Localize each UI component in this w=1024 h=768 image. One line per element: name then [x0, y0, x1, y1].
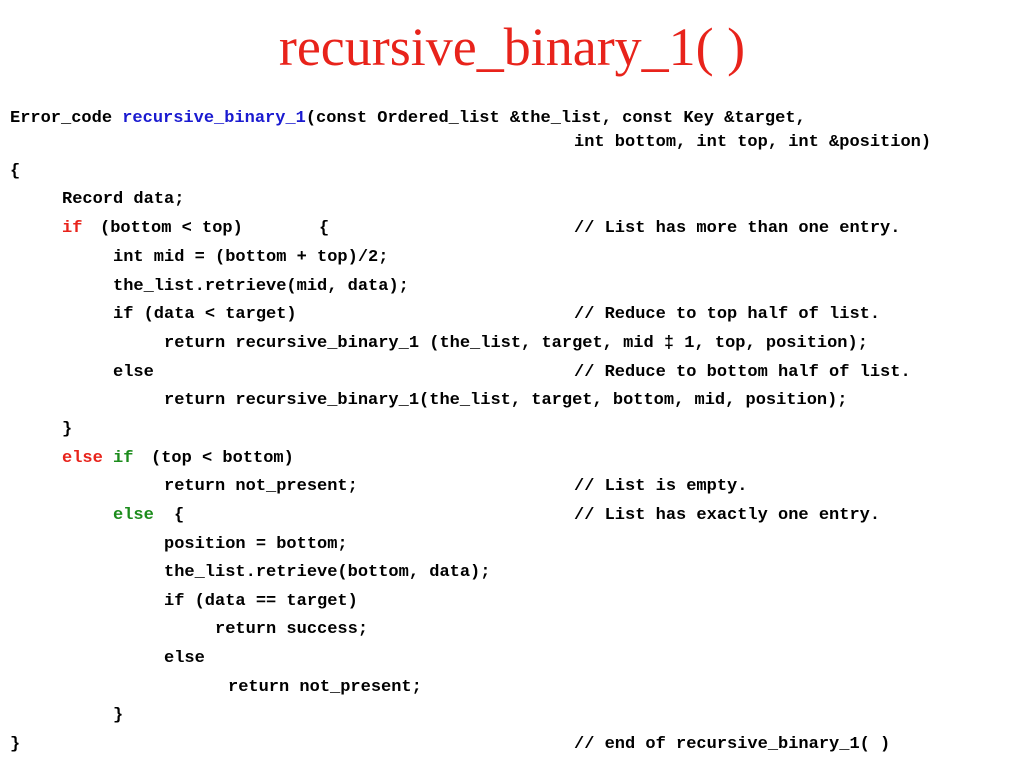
if-brace: {	[319, 219, 330, 238]
code-line-signature	[10, 109, 806, 129]
code-line-if-data-lt: if (data < target)	[113, 305, 297, 324]
signature-params-2: int bottom, int top, int &position)	[574, 133, 932, 152]
else-if-condition: (top < bottom)	[151, 449, 294, 468]
keyword-if-2: if	[113, 449, 134, 468]
comment-top-half: // Reduce to top half of list.	[574, 305, 881, 324]
code-line-retrieve-bottom: the_list.retrieve(bottom, data);	[164, 563, 491, 582]
code-line-return-top: return recursive_binary_1 (the_list, target, mid ‡ 1, top, position);	[164, 334, 868, 353]
close-brace-final: }	[10, 735, 21, 754]
if-condition: (bottom < top)	[100, 219, 243, 238]
slide-title: recursive_binary_1( )	[278, 17, 746, 77]
comment-bottom-half: // Reduce to bottom half of list.	[574, 363, 911, 382]
comment-more-than-one: // List has more than one entry.	[574, 219, 901, 238]
code-line-return-not-present-2: return not_present;	[228, 678, 422, 697]
code-line-return-not-present-1: return not_present;	[164, 477, 358, 496]
code-line-retrieve-mid: the_list.retrieve(mid, data);	[113, 277, 409, 296]
code-line-if-data-eq: if (data == target)	[164, 592, 358, 611]
function-name: recursive_binary_1	[122, 109, 306, 128]
code-line-record: Record data;	[62, 190, 185, 209]
open-brace: {	[10, 162, 21, 181]
code-line-else-1: else	[113, 363, 154, 382]
keyword-else-2: else	[113, 506, 154, 525]
keyword-if: if	[62, 219, 83, 238]
comment-exactly-one: // List has exactly one entry.	[574, 506, 881, 525]
code-line-return-bottom: return recursive_binary_1(the_list, target, bottom, mid, position);	[164, 391, 848, 410]
comment-list-empty: // List is empty.	[574, 477, 748, 496]
close-brace-else: }	[113, 706, 124, 725]
code-line-int-mid: int mid = (bottom + top)/2;	[113, 248, 389, 267]
code-line-else-3: else	[164, 649, 205, 668]
code-line-position-assign: position = bottom;	[164, 535, 348, 554]
comment-end: // end of recursive_binary_1( )	[574, 735, 891, 754]
keyword-else: else	[62, 449, 103, 468]
close-brace-if: }	[62, 420, 73, 439]
code-line-return-success: return success;	[215, 620, 369, 639]
return-type: Error_code	[10, 109, 123, 128]
signature-params-1: (const Ordered_list &the_list, const Key &target,	[305, 109, 806, 128]
else-brace: {	[174, 506, 185, 525]
